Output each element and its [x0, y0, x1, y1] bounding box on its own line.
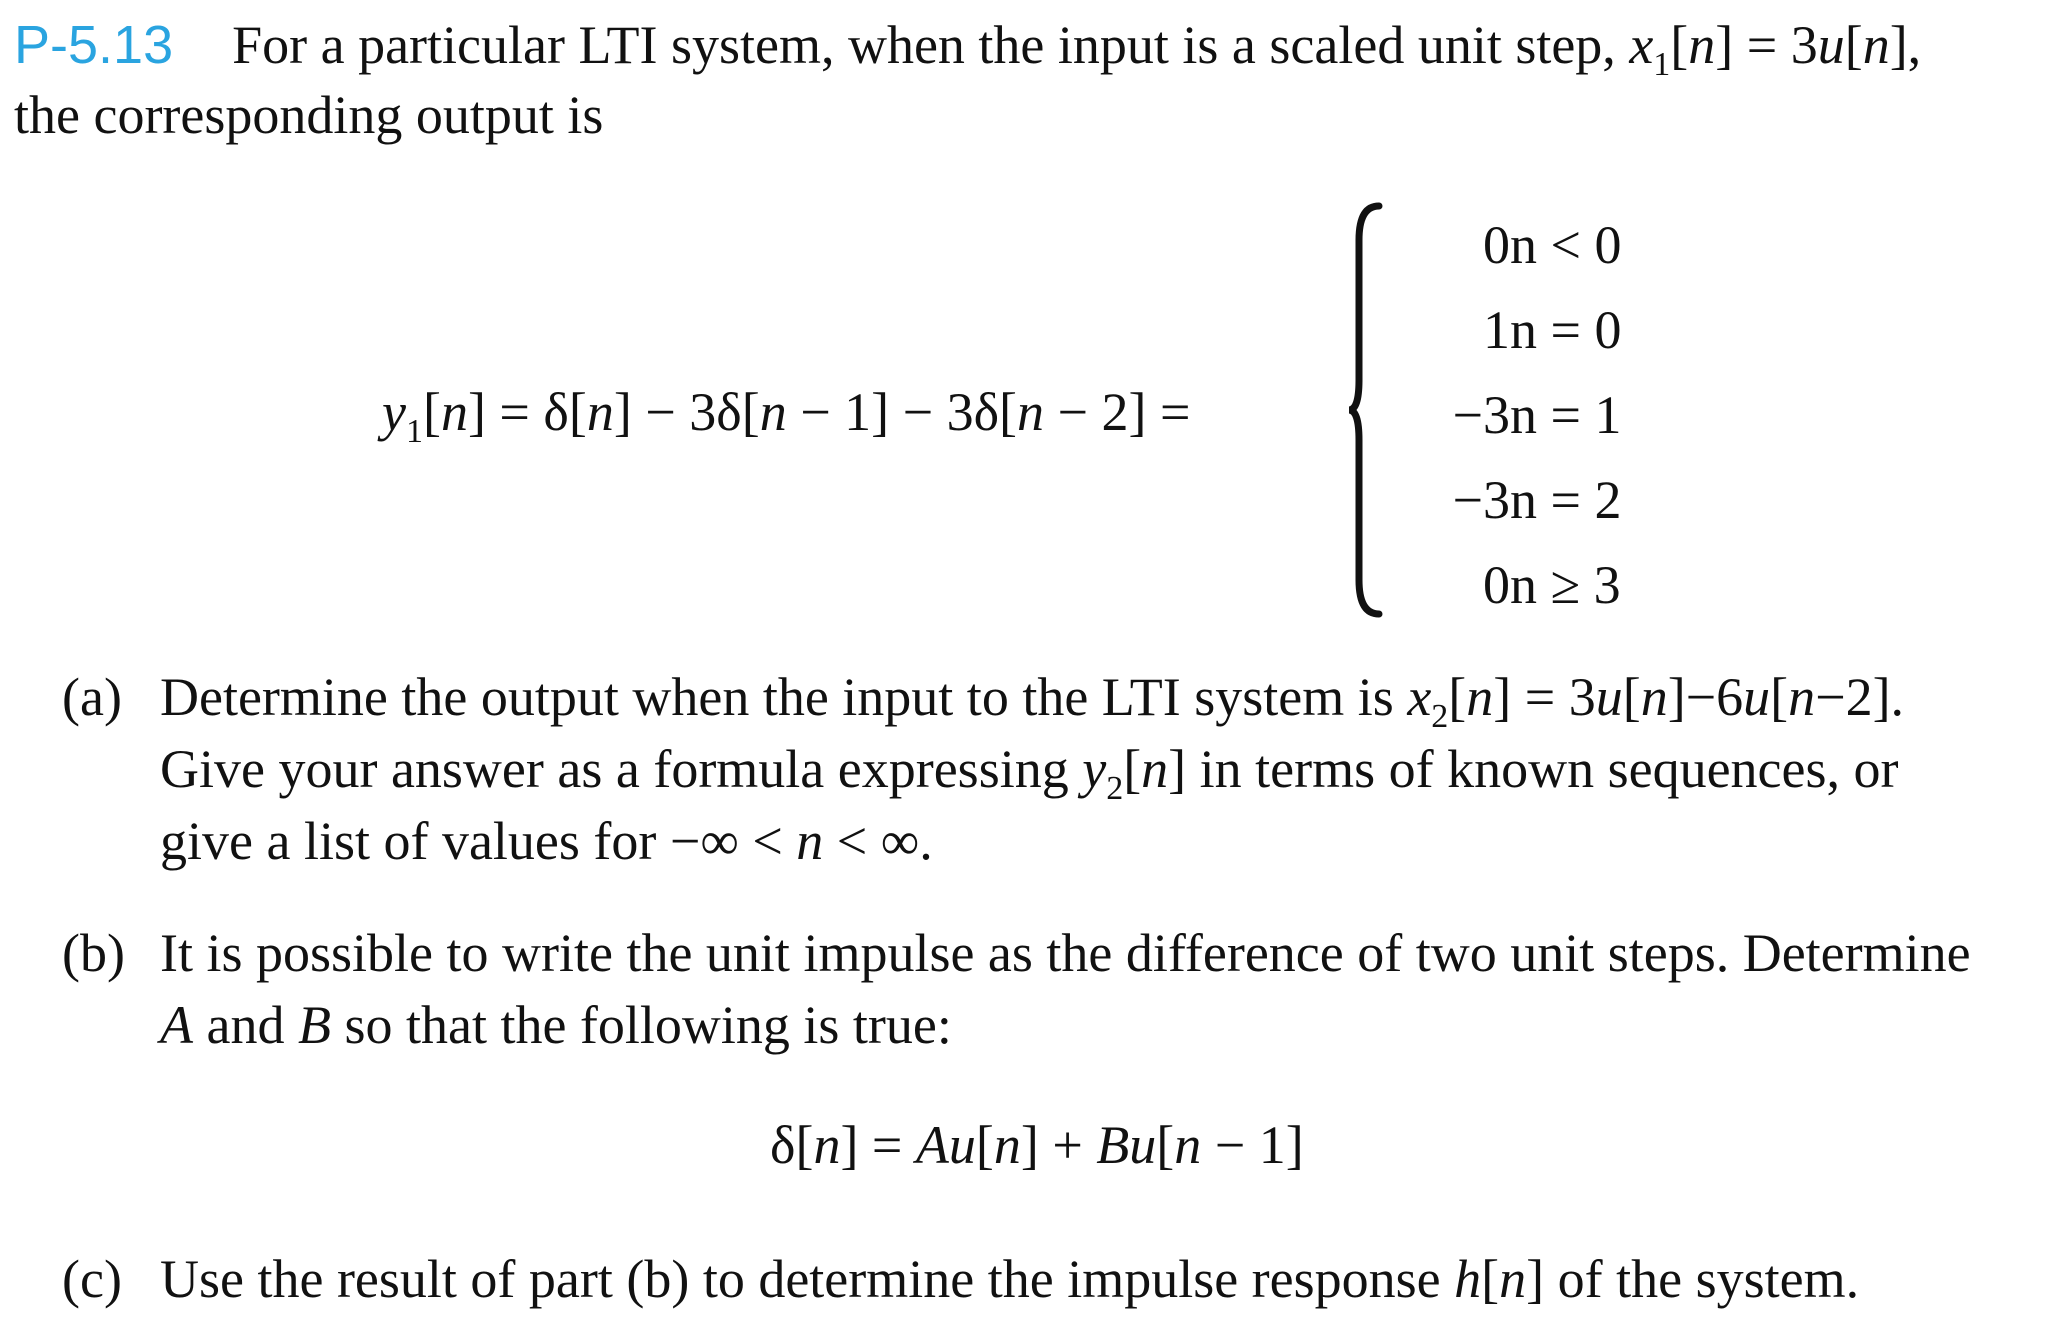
part-a-text: Determine the output when the input to the LTI system is [160, 667, 1394, 727]
input-x1-formula: $x_1[n] = 3u[n]$, [1629, 15, 1922, 83]
impulse-response-symbol: h[n] [1454, 1249, 1545, 1309]
part-c-text: Use the result of part (b) to determine the impulse response [160, 1249, 1441, 1309]
output-y1-equation: $y_1[n] = \delta[n] - 3\delta[n - 1] - 3\delta[n - 2]$ = [382, 382, 1191, 450]
case-condition: n = 2 [1510, 470, 1622, 530]
part-b-text: and [206, 995, 285, 1055]
part-b-text: so that the following is true: [344, 995, 952, 1055]
case-row [1345, 295, 1765, 365]
part-a-line-3 [160, 806, 2020, 876]
case-value: 1 [1483, 300, 1510, 360]
part-a-text: give a list of values for [160, 811, 657, 871]
problem-intro-line-1 [14, 10, 1921, 87]
range-formula: −∞ < n < ∞. [669, 811, 933, 871]
part-b-line-1: It is possible to write the unit impulse as the difference of two unit steps. Determine [160, 923, 1971, 983]
part-a-line-1 [160, 662, 2020, 739]
piecewise-cases [1345, 200, 1765, 630]
part-c-line-1 [160, 1244, 2020, 1314]
case-row [1345, 550, 1765, 620]
case-row [1345, 465, 1765, 535]
part-b-line-2 [160, 990, 2020, 1060]
part-label: (a) [62, 667, 122, 727]
case-condition: n ≥ 3 [1510, 555, 1621, 615]
case-condition: n = 0 [1510, 300, 1622, 360]
case-row [1345, 210, 1765, 280]
part-label: (c) [62, 1249, 122, 1309]
case-value: −3 [1452, 385, 1510, 445]
case-value: 0 [1483, 555, 1510, 615]
output-y2-symbol: $y_2[n]$ [1082, 739, 1187, 807]
part-c-text: of the system. [1557, 1249, 1860, 1309]
case-row [1345, 380, 1765, 450]
case-condition: n = 1 [1510, 385, 1622, 445]
variable-b: B [297, 995, 331, 1055]
case-condition: n < 0 [1510, 215, 1622, 275]
case-value: −3 [1452, 470, 1510, 530]
variable-a: A [160, 995, 193, 1055]
part-a-line-2 [160, 734, 2020, 811]
part-a-text: in terms of known sequences, or [1199, 739, 1899, 799]
problem-intro-line-2: the corresponding output is [14, 85, 604, 145]
input-x2-formula: $x_2[n] = 3u[n]-6u[n-2]$. [1407, 667, 1905, 735]
problem-label: P-5.13 [14, 15, 174, 75]
case-value: 0 [1483, 215, 1510, 275]
problem-intro-text: For a particular LTI system, when the input is a scaled unit step, [232, 15, 1616, 75]
impulse-step-equation: δ[n] = Au[n] + Bu[n − 1] [770, 1115, 1304, 1175]
part-label: (b) [62, 923, 125, 983]
part-a-text: Give your answer as a formula expressing [160, 739, 1069, 799]
